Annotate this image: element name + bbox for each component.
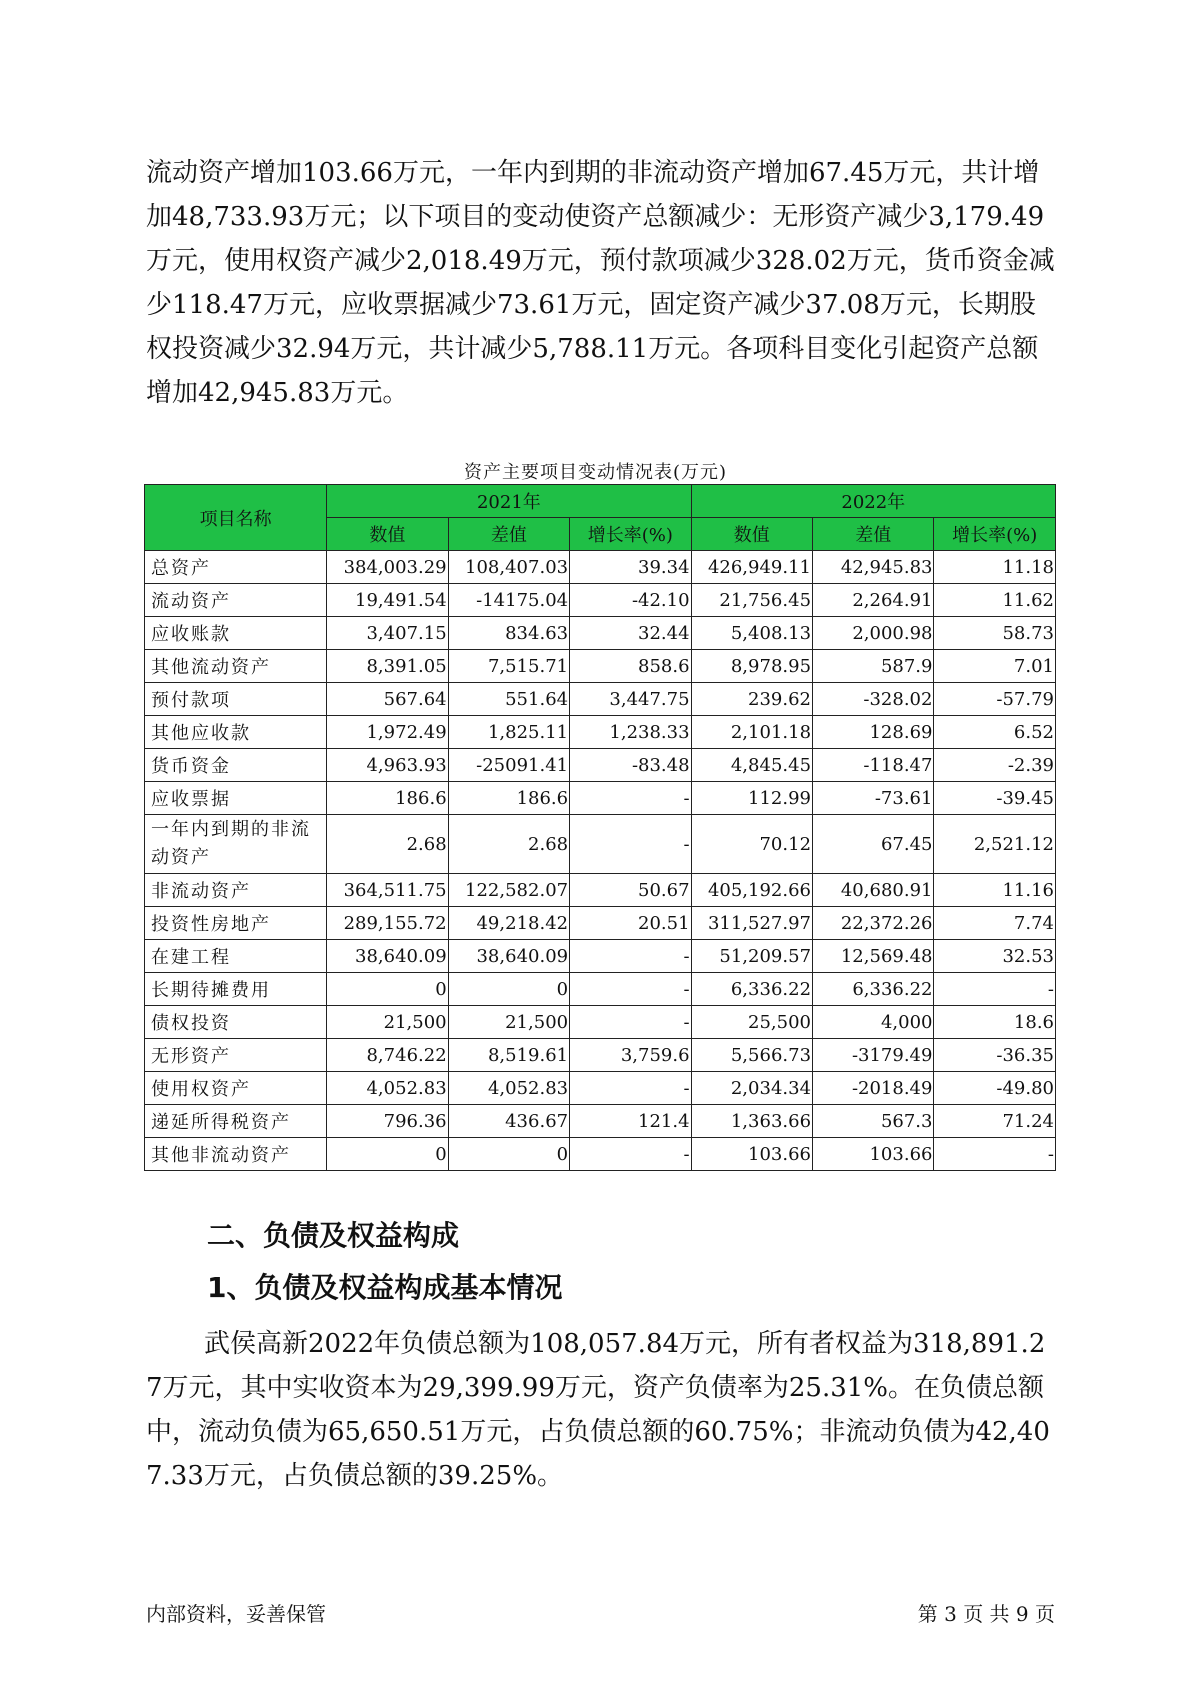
- cell-name: 其他非流动资产: [145, 1138, 327, 1171]
- cell-growth-2021: 3,759.6: [570, 1039, 691, 1072]
- cell-growth-2021: -: [570, 1006, 691, 1039]
- cell-growth-2021: 3,447.75: [570, 683, 691, 716]
- cell-diff-2021: 2.68: [448, 815, 569, 874]
- table-row: [145, 1039, 1056, 1072]
- table-row: [145, 617, 1056, 650]
- cell-name: 其他流动资产: [145, 650, 327, 683]
- cell-diff-2022: 567.3: [813, 1105, 934, 1138]
- cell-name: 货币资金: [145, 749, 327, 782]
- cell-value-2021: 186.6: [327, 782, 448, 815]
- cell-value-2022: 70.12: [691, 815, 812, 874]
- cell-value-2021: 1,972.49: [327, 716, 448, 749]
- cell-diff-2022: 67.45: [813, 815, 934, 874]
- cell-diff-2021: 0: [448, 1138, 569, 1171]
- cell-growth-2021: -: [570, 782, 691, 815]
- cell-value-2022: 311,527.97: [691, 907, 812, 940]
- cell-growth-2021: -83.48: [570, 749, 691, 782]
- cell-diff-2022: 12,569.48: [813, 940, 934, 973]
- cell-value-2021: 289,155.72: [327, 907, 448, 940]
- table-row: [145, 815, 1056, 874]
- cell-name: 在建工程: [145, 940, 327, 973]
- cell-growth-2021: 39.34: [570, 551, 691, 584]
- table-row: [145, 874, 1056, 907]
- cell-diff-2022: -118.47: [813, 749, 934, 782]
- table-title: 资产主要项目变动情况表(万元): [463, 462, 728, 483]
- cell-value-2022: 5,408.13: [691, 617, 812, 650]
- header-year-2022: 2022年: [691, 485, 1055, 518]
- cell-growth-2022: 11.16: [934, 874, 1056, 907]
- cell-name: 使用权资产: [145, 1072, 327, 1105]
- cell-diff-2021: 1,825.11: [448, 716, 569, 749]
- cell-name: 流动资产: [145, 584, 327, 617]
- cell-value-2021: 0: [327, 1138, 448, 1171]
- cell-growth-2022: -: [934, 973, 1056, 1006]
- asset-change-table: [144, 484, 1056, 1171]
- cell-diff-2021: 49,218.42: [448, 907, 569, 940]
- cell-diff-2022: 40,680.91: [813, 874, 934, 907]
- cell-growth-2021: 50.67: [570, 874, 691, 907]
- cell-value-2021: 796.36: [327, 1105, 448, 1138]
- table-row: [145, 584, 1056, 617]
- cell-diff-2022: 587.9: [813, 650, 934, 683]
- cell-name: 应收账款: [145, 617, 327, 650]
- header-item-name: 项目名称: [145, 485, 327, 551]
- footer-page-number: 第 3 页 共 9 页: [917, 1602, 1055, 1626]
- table-row: [145, 973, 1056, 1006]
- cell-diff-2022: 42,945.83: [813, 551, 934, 584]
- header-diff-2021: 差值: [448, 518, 569, 551]
- cell-diff-2022: -2018.49: [813, 1072, 934, 1105]
- cell-diff-2021: 7,515.71: [448, 650, 569, 683]
- table-row: [145, 683, 1056, 716]
- cell-diff-2022: 2,000.98: [813, 617, 934, 650]
- cell-value-2022: 21,756.45: [691, 584, 812, 617]
- cell-growth-2022: 11.18: [934, 551, 1056, 584]
- cell-growth-2022: 7.74: [934, 907, 1056, 940]
- cell-value-2021: 19,491.54: [327, 584, 448, 617]
- cell-growth-2021: 1,238.33: [570, 716, 691, 749]
- cell-name: 债权投资: [145, 1006, 327, 1039]
- cell-diff-2022: -73.61: [813, 782, 934, 815]
- cell-value-2022: 239.62: [691, 683, 812, 716]
- cell-name: 总资产: [145, 551, 327, 584]
- cell-growth-2021: 32.44: [570, 617, 691, 650]
- cell-growth-2022: -39.45: [934, 782, 1056, 815]
- cell-diff-2022: 4,000: [813, 1006, 934, 1039]
- cell-diff-2021: 186.6: [448, 782, 569, 815]
- cell-value-2022: 5,566.73: [691, 1039, 812, 1072]
- cell-growth-2021: 121.4: [570, 1105, 691, 1138]
- header-growth-2022: 增长率(%): [934, 518, 1056, 551]
- cell-name: 无形资产: [145, 1039, 327, 1072]
- cell-diff-2021: 0: [448, 973, 569, 1006]
- cell-diff-2021: -25091.41: [448, 749, 569, 782]
- section-heading: 二、负债及权益构成: [207, 1219, 460, 1252]
- cell-growth-2022: -2.39: [934, 749, 1056, 782]
- table-row: [145, 1105, 1056, 1138]
- cell-value-2021: 3,407.15: [327, 617, 448, 650]
- paragraph-liabilities: 武侯高新2022年负债总额为108,057.84万元，所有者权益为318,891.27万元，其中实收资本为29,399.99万元，资产负债率为25.31%。在负债总额中，流动负债为65,650.51万元，占负债总额的60.75%；非流动负债为42,407.33万元，占负债总额的39.25%。: [146, 1329, 1050, 1491]
- header-year-2021: 2021年: [327, 485, 691, 518]
- table-row: [145, 1072, 1056, 1105]
- cell-name: 应收票据: [145, 782, 327, 815]
- cell-value-2022: 51,209.57: [691, 940, 812, 973]
- cell-growth-2021: 858.6: [570, 650, 691, 683]
- cell-value-2021: 38,640.09: [327, 940, 448, 973]
- cell-value-2021: 2.68: [327, 815, 448, 874]
- cell-growth-2022: -36.35: [934, 1039, 1056, 1072]
- cell-growth-2022: 32.53: [934, 940, 1056, 973]
- cell-value-2021: 0: [327, 973, 448, 1006]
- cell-growth-2022: 18.6: [934, 1006, 1056, 1039]
- cell-value-2022: 8,978.95: [691, 650, 812, 683]
- cell-value-2021: 4,963.93: [327, 749, 448, 782]
- cell-value-2022: 6,336.22: [691, 973, 812, 1006]
- table-row: [145, 782, 1056, 815]
- cell-diff-2022: -3179.49: [813, 1039, 934, 1072]
- cell-value-2022: 1,363.66: [691, 1105, 812, 1138]
- table-row: [145, 1138, 1056, 1171]
- cell-name: 一年内到期的非流动资产: [145, 815, 327, 874]
- cell-value-2021: 8,746.22: [327, 1039, 448, 1072]
- cell-value-2022: 426,949.11: [691, 551, 812, 584]
- cell-growth-2022: -: [934, 1138, 1056, 1171]
- header-value-2022: 数值: [691, 518, 812, 551]
- cell-name: 递延所得税资产: [145, 1105, 327, 1138]
- cell-value-2022: 103.66: [691, 1138, 812, 1171]
- cell-name: 投资性房地产: [145, 907, 327, 940]
- cell-diff-2021: 108,407.03: [448, 551, 569, 584]
- cell-growth-2022: 7.01: [934, 650, 1056, 683]
- cell-name: 其他应收款: [145, 716, 327, 749]
- cell-diff-2022: -328.02: [813, 683, 934, 716]
- cell-growth-2022: -49.80: [934, 1072, 1056, 1105]
- cell-growth-2021: -: [570, 1072, 691, 1105]
- cell-diff-2021: 551.64: [448, 683, 569, 716]
- cell-value-2021: 384,003.29: [327, 551, 448, 584]
- subsection-heading: 1、负债及权益构成基本情况: [207, 1271, 563, 1304]
- cell-growth-2021: -42.10: [570, 584, 691, 617]
- cell-diff-2022: 2,264.91: [813, 584, 934, 617]
- cell-name: 长期待摊费用: [145, 973, 327, 1006]
- paragraph-asset-changes: 流动资产增加103.66万元，一年内到期的非流动资产增加67.45万元，共计增加48,733.93万元；以下项目的变动使资产总额减少：无形资产减少3,179.49万元，使用权资产减少2,018.49万元，预付款项减少328.02万元，货币资金减少118.47万元，应收票据减少73.61万元，固定资产减少37.08万元，长期股权投资减少32.94万元，共计减少5,788.11万元。各项科目变化引起资产总额增加42,945.83万元。: [146, 158, 1055, 408]
- cell-diff-2021: 21,500: [448, 1006, 569, 1039]
- cell-growth-2021: -: [570, 940, 691, 973]
- cell-diff-2021: 8,519.61: [448, 1039, 569, 1072]
- cell-value-2022: 25,500: [691, 1006, 812, 1039]
- cell-diff-2021: 4,052.83: [448, 1072, 569, 1105]
- cell-growth-2022: -57.79: [934, 683, 1056, 716]
- cell-value-2022: 112.99: [691, 782, 812, 815]
- cell-growth-2021: -: [570, 973, 691, 1006]
- cell-value-2022: 4,845.45: [691, 749, 812, 782]
- cell-growth-2022: 11.62: [934, 584, 1056, 617]
- cell-growth-2022: 71.24: [934, 1105, 1056, 1138]
- cell-name: 预付款项: [145, 683, 327, 716]
- table-row: [145, 716, 1056, 749]
- table-row: [145, 650, 1056, 683]
- cell-diff-2021: 38,640.09: [448, 940, 569, 973]
- cell-diff-2022: 6,336.22: [813, 973, 934, 1006]
- cell-value-2022: 2,101.18: [691, 716, 812, 749]
- cell-value-2021: 4,052.83: [327, 1072, 448, 1105]
- cell-diff-2021: 834.63: [448, 617, 569, 650]
- cell-value-2021: 8,391.05: [327, 650, 448, 683]
- footer-confidential-note: 内部资料，妥善保管: [146, 1602, 326, 1626]
- cell-diff-2021: 436.67: [448, 1105, 569, 1138]
- table-row: [145, 551, 1056, 584]
- cell-diff-2021: 122,582.07: [448, 874, 569, 907]
- cell-value-2021: 567.64: [327, 683, 448, 716]
- cell-name: 非流动资产: [145, 874, 327, 907]
- header-growth-2021: 增长率(%): [570, 518, 691, 551]
- cell-growth-2022: 6.52: [934, 716, 1056, 749]
- table-row: [145, 907, 1056, 940]
- cell-diff-2022: 103.66: [813, 1138, 934, 1171]
- cell-growth-2021: 20.51: [570, 907, 691, 940]
- cell-growth-2022: 2,521.12: [934, 815, 1056, 874]
- table-row: [145, 1006, 1056, 1039]
- cell-diff-2022: 128.69: [813, 716, 934, 749]
- cell-diff-2021: -14175.04: [448, 584, 569, 617]
- cell-value-2021: 364,511.75: [327, 874, 448, 907]
- cell-value-2022: 2,034.34: [691, 1072, 812, 1105]
- cell-growth-2022: 58.73: [934, 617, 1056, 650]
- table-row: [145, 749, 1056, 782]
- cell-growth-2021: -: [570, 1138, 691, 1171]
- cell-growth-2021: -: [570, 815, 691, 874]
- header-value-2021: 数值: [327, 518, 448, 551]
- cell-diff-2022: 22,372.26: [813, 907, 934, 940]
- table-row: [145, 940, 1056, 973]
- cell-value-2022: 405,192.66: [691, 874, 812, 907]
- cell-value-2021: 21,500: [327, 1006, 448, 1039]
- header-diff-2022: 差值: [813, 518, 934, 551]
